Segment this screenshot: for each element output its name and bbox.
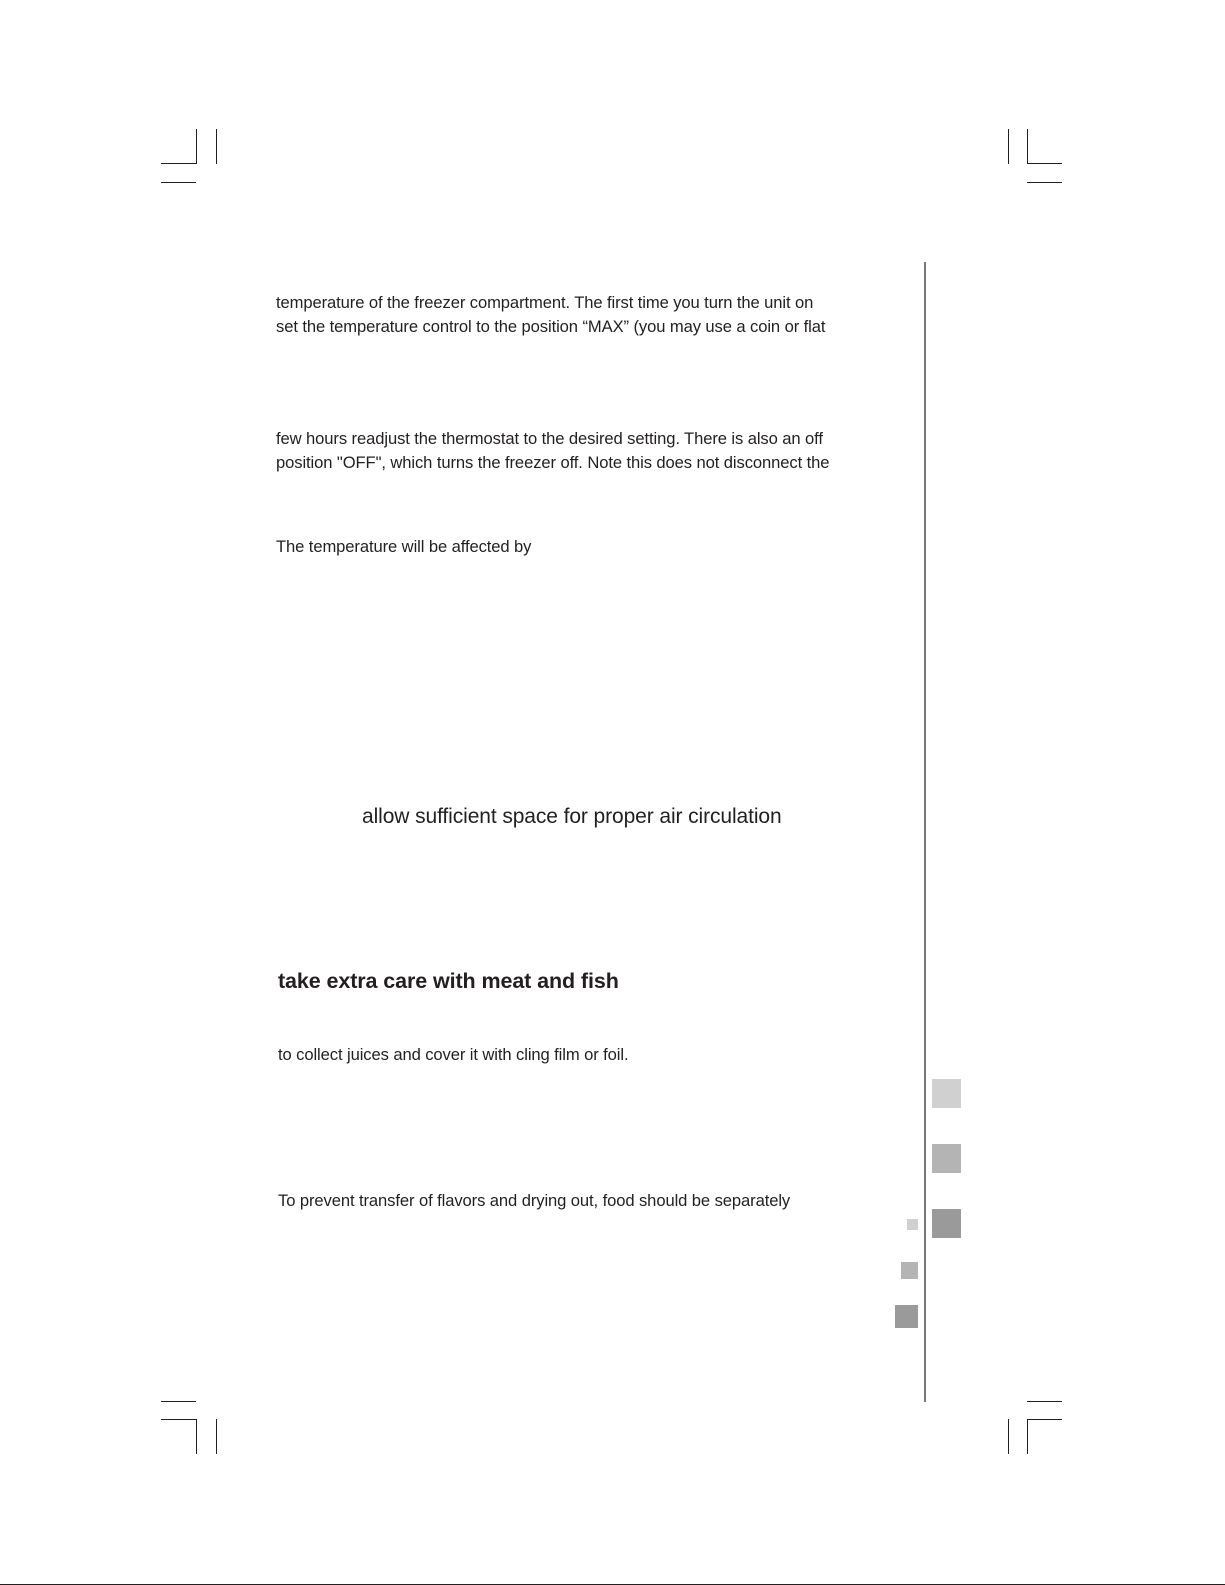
- crop-mark: [196, 1419, 197, 1454]
- crop-mark: [1027, 1401, 1062, 1402]
- side-rule: [924, 262, 926, 1402]
- flavors-note: To prevent transfer of flavors and drying out, food should be separately: [278, 1191, 791, 1210]
- paragraph-2-line-1: few hours readjust the thermostat to the desired setting. There is also an off: [276, 429, 823, 448]
- crop-mark: [161, 1419, 196, 1420]
- crop-mark: [1027, 182, 1062, 183]
- crop-mark: [216, 129, 217, 164]
- crop-mark: [161, 182, 196, 183]
- small-square-dark: [895, 1305, 918, 1328]
- heading-meat-fish: take extra care with meat and fish: [278, 969, 619, 993]
- juices-note: to collect juices and cover it with cling film or foil.: [278, 1045, 629, 1064]
- paragraph-1-line-2: set the temperature control to the position “MAX” (you may use a coin or flat: [276, 317, 826, 336]
- crop-mark: [216, 1419, 217, 1454]
- crop-mark: [161, 1401, 196, 1402]
- crop-mark: [1027, 1419, 1028, 1454]
- crop-mark: [1027, 163, 1062, 164]
- color-square-mid: [932, 1144, 961, 1173]
- color-square-dark: [932, 1209, 961, 1238]
- paragraph-2-line-2: position "OFF", which turns the freezer off. Note this does not disconnect the: [276, 453, 830, 472]
- small-square-mid: [901, 1262, 918, 1279]
- air-circulation-note: allow sufficient space for proper air circulation: [362, 805, 782, 828]
- crop-mark: [196, 129, 197, 164]
- crop-mark: [1008, 1419, 1009, 1454]
- paragraph-1-line-1: temperature of the freezer compartment. The first time you turn the unit on: [276, 293, 814, 312]
- crop-mark: [1008, 129, 1009, 164]
- crop-mark: [1027, 1419, 1062, 1420]
- paragraph-3: The temperature will be affected by: [276, 537, 532, 556]
- crop-mark: [1027, 129, 1028, 164]
- color-square-light: [932, 1079, 961, 1108]
- crop-mark: [161, 163, 196, 164]
- small-square-light: [907, 1219, 918, 1230]
